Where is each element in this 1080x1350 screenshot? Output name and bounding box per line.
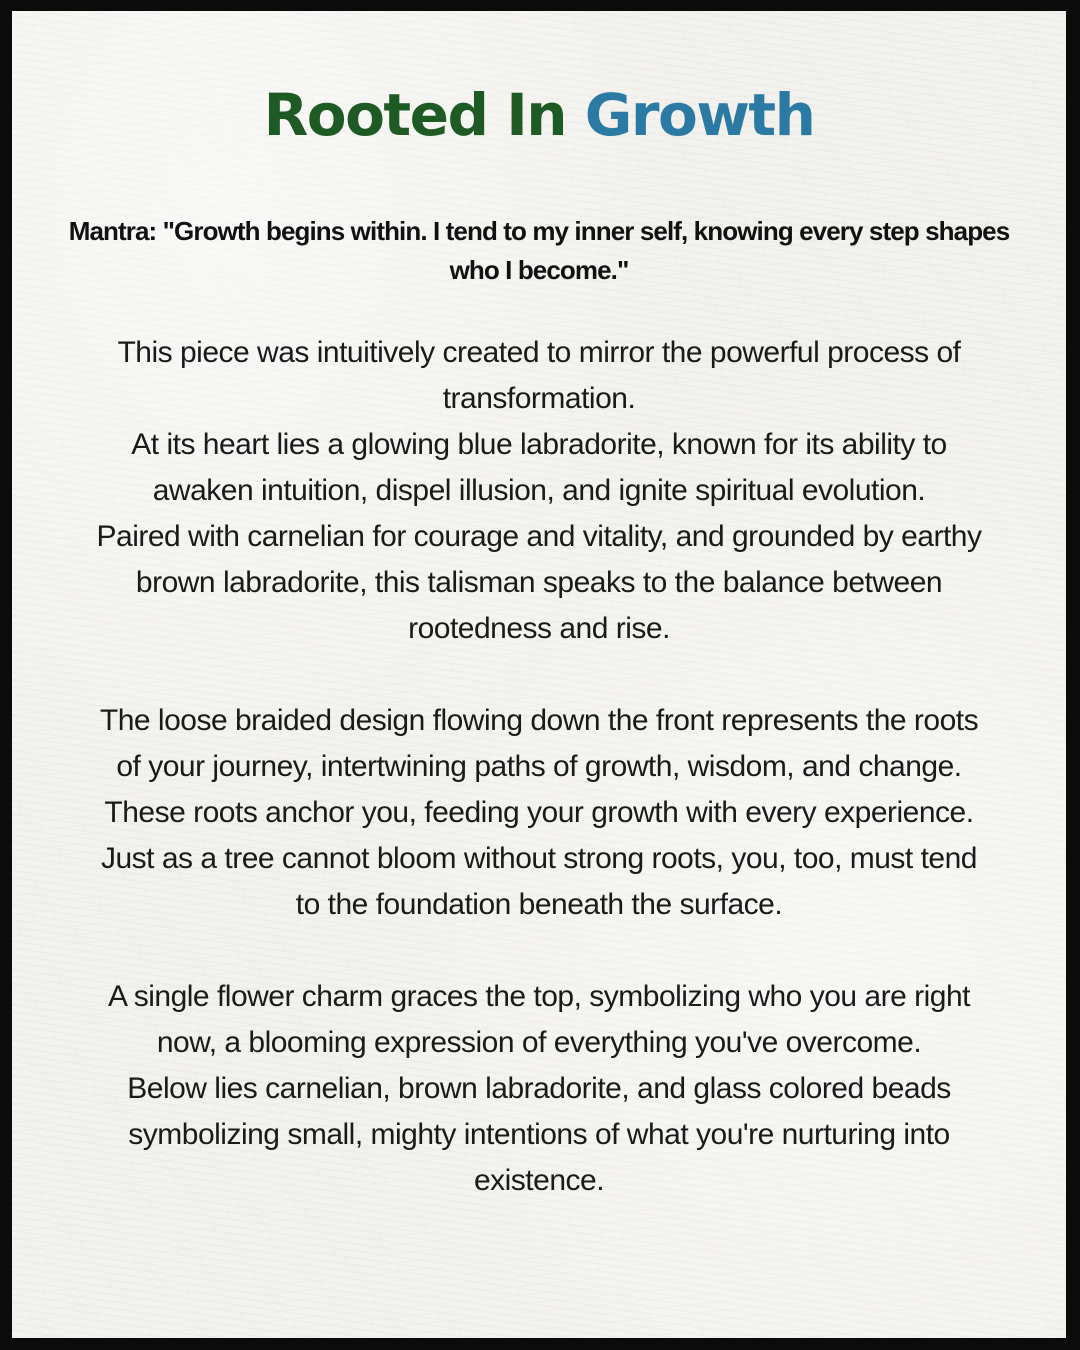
paragraph-line: This piece was intuitively created to mirror the powerful process of (117, 336, 961, 369)
paragraph-line: to the foundation beneath the surface. (295, 888, 783, 921)
paragraph-intro (46, 330, 1032, 652)
paragraph-roots (46, 698, 1032, 928)
paragraph-line: transformation. (442, 382, 636, 415)
paragraph-line: Just as a tree cannot bloom without strong roots, you, too, must tend (101, 842, 977, 875)
paragraph-line: The loose braided design flowing down the front represents the roots (99, 704, 979, 737)
paragraph-line: Paired with carnelian for courage and vitality, and grounded by earthy (96, 520, 982, 553)
paragraph-line: A single flower charm graces the top, symbolizing who you are right (108, 980, 970, 1013)
paragraph-flower-charm (46, 974, 1032, 1204)
title-word-rooted-in: Rooted In (263, 81, 567, 149)
paragraph-line: of your journey, intertwining paths of growth, wisdom, and change. (116, 750, 962, 783)
mantra (57, 212, 1021, 290)
paragraph-line: At its heart lies a glowing blue labradorite, known for its ability to (131, 428, 947, 461)
mantra-line: who I become." (449, 255, 629, 285)
paragraph-line: These roots anchor you, feeding your growth with every experience. (104, 796, 974, 829)
title-word-growth: Growth (584, 81, 815, 149)
page-title (12, 81, 1066, 151)
paragraph-line: awaken intuition, dispel illusion, and ignite spiritual evolution. (152, 474, 926, 507)
paragraph-line: rootedness and rise. (408, 612, 670, 645)
paragraph-line: brown labradorite, this talisman speaks to the balance between (135, 566, 943, 599)
paragraph-line: Below lies carnelian, brown labradorite, and glass colored beads (127, 1072, 951, 1105)
mantra-line: Mantra: "Growth begins within. I tend to my inner self, knowing every step shapes (68, 216, 1010, 246)
paper-card (12, 11, 1066, 1338)
paragraph-line: now, a blooming expression of everything you've overcome. (156, 1026, 922, 1059)
paragraph-line: existence. (473, 1164, 605, 1197)
paragraph-line: symbolizing small, mighty intentions of what you're nurturing into (128, 1118, 950, 1151)
